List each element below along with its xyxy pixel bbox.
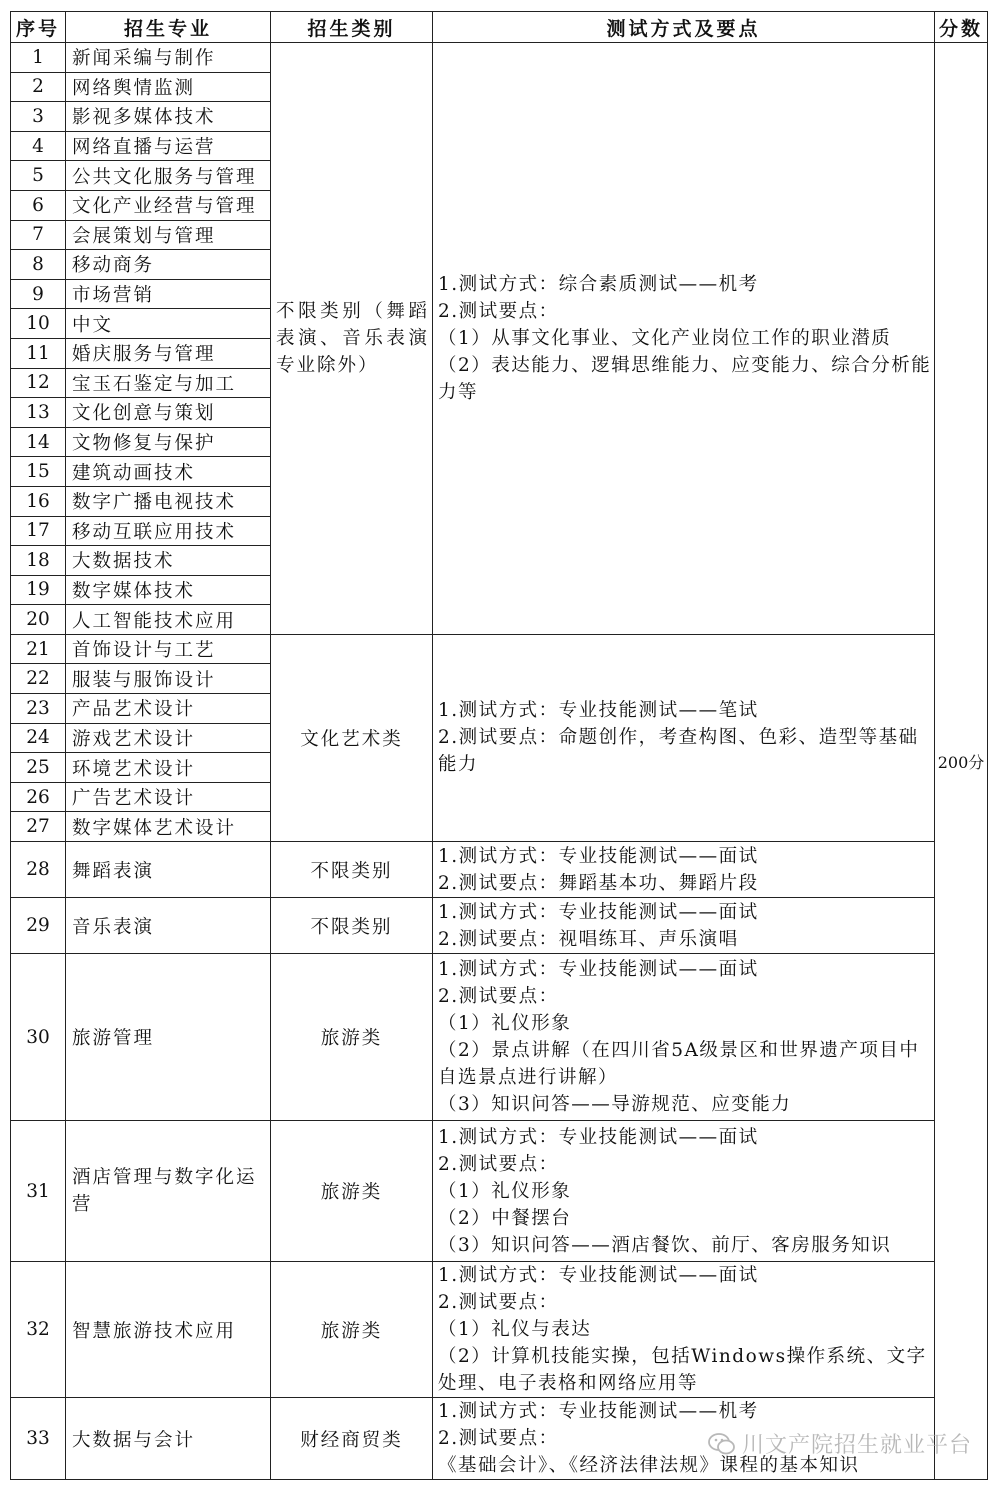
- requirement-line: （2）表达能力、逻辑思维能力、应变能力、综合分析能力等: [438, 354, 932, 403]
- row-number: 27: [11, 812, 66, 842]
- requirement-line: 1.测试方式：专业技能测试——面试: [438, 901, 759, 923]
- requirement-line: （3）知识问答——导游规范、应变能力: [438, 1094, 792, 1116]
- major-name: 旅游管理: [66, 954, 271, 1121]
- major-name: 婚庆服务与管理: [66, 338, 271, 368]
- row-number: 5: [11, 161, 66, 191]
- header-row: [11, 12, 988, 43]
- category-cell: 不限类别（舞蹈表演、音乐表演专业除外）: [271, 43, 433, 635]
- requirement-line: 1.测试方式：专业技能测试——面试: [438, 845, 759, 867]
- major-name: 数字媒体技术: [66, 575, 271, 605]
- requirement-line: 《基础会计》、《经济法律法规》课程的基本知识: [438, 1455, 860, 1477]
- requirement-line: 2.测试要点：: [438, 300, 559, 322]
- row-number: 33: [11, 1398, 66, 1480]
- requirements-cell: [433, 898, 935, 954]
- requirement-line: （1）礼仪形象: [438, 1013, 572, 1035]
- major-name: 酒店管理与数字化运营: [66, 1121, 271, 1262]
- major-name: 建筑动画技术: [66, 457, 271, 487]
- row-number: 3: [11, 102, 66, 132]
- requirements-cell: [433, 1121, 935, 1262]
- header-no: 序号: [11, 12, 66, 43]
- major-name: 文化创意与策划: [66, 398, 271, 428]
- major-name: 文化产业经营与管理: [66, 190, 271, 220]
- major-name: 网络直播与运营: [66, 131, 271, 161]
- major-name: 产品艺术设计: [66, 694, 271, 724]
- row-number: 14: [11, 427, 66, 457]
- admissions-table: [10, 11, 988, 1480]
- category-cell: 旅游类: [271, 1121, 433, 1262]
- major-name: 智慧旅游技术应用: [66, 1262, 271, 1398]
- row-number: 9: [11, 279, 66, 309]
- wechat-icon: [708, 1432, 736, 1456]
- table-row: [11, 1121, 988, 1262]
- major-name: 人工智能技术应用: [66, 605, 271, 635]
- category-cell: 不限类别: [271, 898, 433, 954]
- major-name: 移动商务: [66, 250, 271, 280]
- major-name: 文物修复与保护: [66, 427, 271, 457]
- category-cell: 文化艺术类: [271, 634, 433, 841]
- requirement-line: 1.测试方式：专业技能测试——面试: [438, 1265, 759, 1287]
- row-number: 26: [11, 782, 66, 812]
- row-number: 1: [11, 43, 66, 73]
- requirements-cell: [433, 634, 935, 841]
- requirement-line: （1）从事文化事业、文化产业岗位工作的职业潜质: [438, 327, 892, 349]
- table-row: [11, 954, 988, 1121]
- row-number: 21: [11, 634, 66, 664]
- table-row: [11, 898, 988, 954]
- table-row: [11, 634, 988, 664]
- major-name: 舞蹈表演: [66, 842, 271, 898]
- requirement-line: 2.测试要点：: [438, 986, 559, 1008]
- requirement-line: （1）礼仪与表达: [438, 1319, 592, 1341]
- category-cell: 旅游类: [271, 954, 433, 1121]
- header-major: 招生专业: [66, 12, 271, 43]
- requirement-line: 1.测试方式：专业技能测试——面试: [438, 959, 759, 981]
- requirement-line: 2.测试要点：舞蹈基本功、舞蹈片段: [438, 872, 759, 894]
- major-name: 新闻采编与制作: [66, 43, 271, 73]
- row-number: 2: [11, 72, 66, 102]
- major-name: 大数据技术: [66, 546, 271, 576]
- category-cell: 不限类别: [271, 842, 433, 898]
- table-row: [11, 43, 988, 73]
- row-number: 22: [11, 664, 66, 694]
- row-number: 12: [11, 368, 66, 398]
- row-number: 25: [11, 753, 66, 783]
- requirement-line: 1.测试方式：专业技能测试——机考: [438, 1401, 759, 1423]
- header-score: 分数: [935, 12, 988, 43]
- row-number: 11: [11, 338, 66, 368]
- score-cell: 200分: [935, 43, 988, 1480]
- major-name: 服装与服饰设计: [66, 664, 271, 694]
- requirement-line: （2）景点讲解（在四川省5A级景区和世界遗产项目中自选景点进行讲解）: [438, 1040, 920, 1089]
- requirement-line: 1.测试方式：专业技能测试——笔试: [438, 700, 759, 722]
- row-number: 19: [11, 575, 66, 605]
- major-name: 广告艺术设计: [66, 782, 271, 812]
- requirement-line: 2.测试要点：命题创作，考查构图、色彩、造型等基础能力: [438, 727, 919, 776]
- header-category: 招生类别: [271, 12, 433, 43]
- major-name: 网络舆情监测: [66, 72, 271, 102]
- major-name: 数字媒体艺术设计: [66, 812, 271, 842]
- row-number: 31: [11, 1121, 66, 1262]
- major-name: 影视多媒体技术: [66, 102, 271, 132]
- row-number: 8: [11, 250, 66, 280]
- row-number: 28: [11, 842, 66, 898]
- category-cell: 财经商贸类: [271, 1398, 433, 1480]
- major-name: 会展策划与管理: [66, 220, 271, 250]
- row-number: 23: [11, 694, 66, 724]
- row-number: 7: [11, 220, 66, 250]
- requirement-line: （1）礼仪形象: [438, 1180, 572, 1202]
- major-name: 宝玉石鉴定与加工: [66, 368, 271, 398]
- requirements-cell: [433, 954, 935, 1121]
- requirement-line: 2.测试要点：视唱练耳、声乐演唱: [438, 928, 739, 950]
- major-name: 大数据与会计: [66, 1398, 271, 1480]
- header-test: 测试方式及要点: [433, 12, 935, 43]
- major-name: 音乐表演: [66, 898, 271, 954]
- major-name: 数字广播电视技术: [66, 486, 271, 516]
- row-number: 10: [11, 309, 66, 339]
- row-number: 24: [11, 723, 66, 753]
- row-number: 30: [11, 954, 66, 1121]
- requirements-cell: [433, 1262, 935, 1398]
- requirement-line: 1.测试方式：专业技能测试——面试: [438, 1126, 759, 1148]
- row-number: 16: [11, 486, 66, 516]
- major-name: 公共文化服务与管理: [66, 161, 271, 191]
- requirement-line: 1.测试方式：综合素质测试——机考: [438, 273, 759, 295]
- major-name: 游戏艺术设计: [66, 723, 271, 753]
- row-number: 4: [11, 131, 66, 161]
- category-cell: 旅游类: [271, 1262, 433, 1398]
- table-row: [11, 842, 988, 898]
- table-row: [11, 1262, 988, 1398]
- row-number: 6: [11, 190, 66, 220]
- row-number: 18: [11, 546, 66, 576]
- row-number: 15: [11, 457, 66, 487]
- row-number: 29: [11, 898, 66, 954]
- watermark: [708, 1428, 972, 1459]
- row-number: 13: [11, 398, 66, 428]
- row-number: 32: [11, 1262, 66, 1398]
- requirement-line: 2.测试要点：: [438, 1153, 559, 1175]
- major-name: 环境艺术设计: [66, 753, 271, 783]
- requirement-line: （2）中餐摆台: [438, 1207, 572, 1229]
- row-number: 20: [11, 605, 66, 635]
- requirement-line: 2.测试要点：: [438, 1292, 559, 1314]
- requirement-line: 2.测试要点：: [438, 1428, 559, 1450]
- major-name: 中文: [66, 309, 271, 339]
- major-name: 市场营销: [66, 279, 271, 309]
- row-number: 17: [11, 516, 66, 546]
- requirement-line: （2）计算机技能实操，包括Windows操作系统、文字处理、电子表格和网络应用等: [438, 1346, 927, 1395]
- watermark-text: 川文产院招生就业平台: [741, 1433, 972, 1458]
- requirements-cell: [433, 43, 935, 635]
- major-name: 首饰设计与工艺: [66, 634, 271, 664]
- requirement-line: （3）知识问答——酒店餐饮、前厅、客房服务知识: [438, 1234, 892, 1256]
- requirements-cell: [433, 842, 935, 898]
- major-name: 移动互联应用技术: [66, 516, 271, 546]
